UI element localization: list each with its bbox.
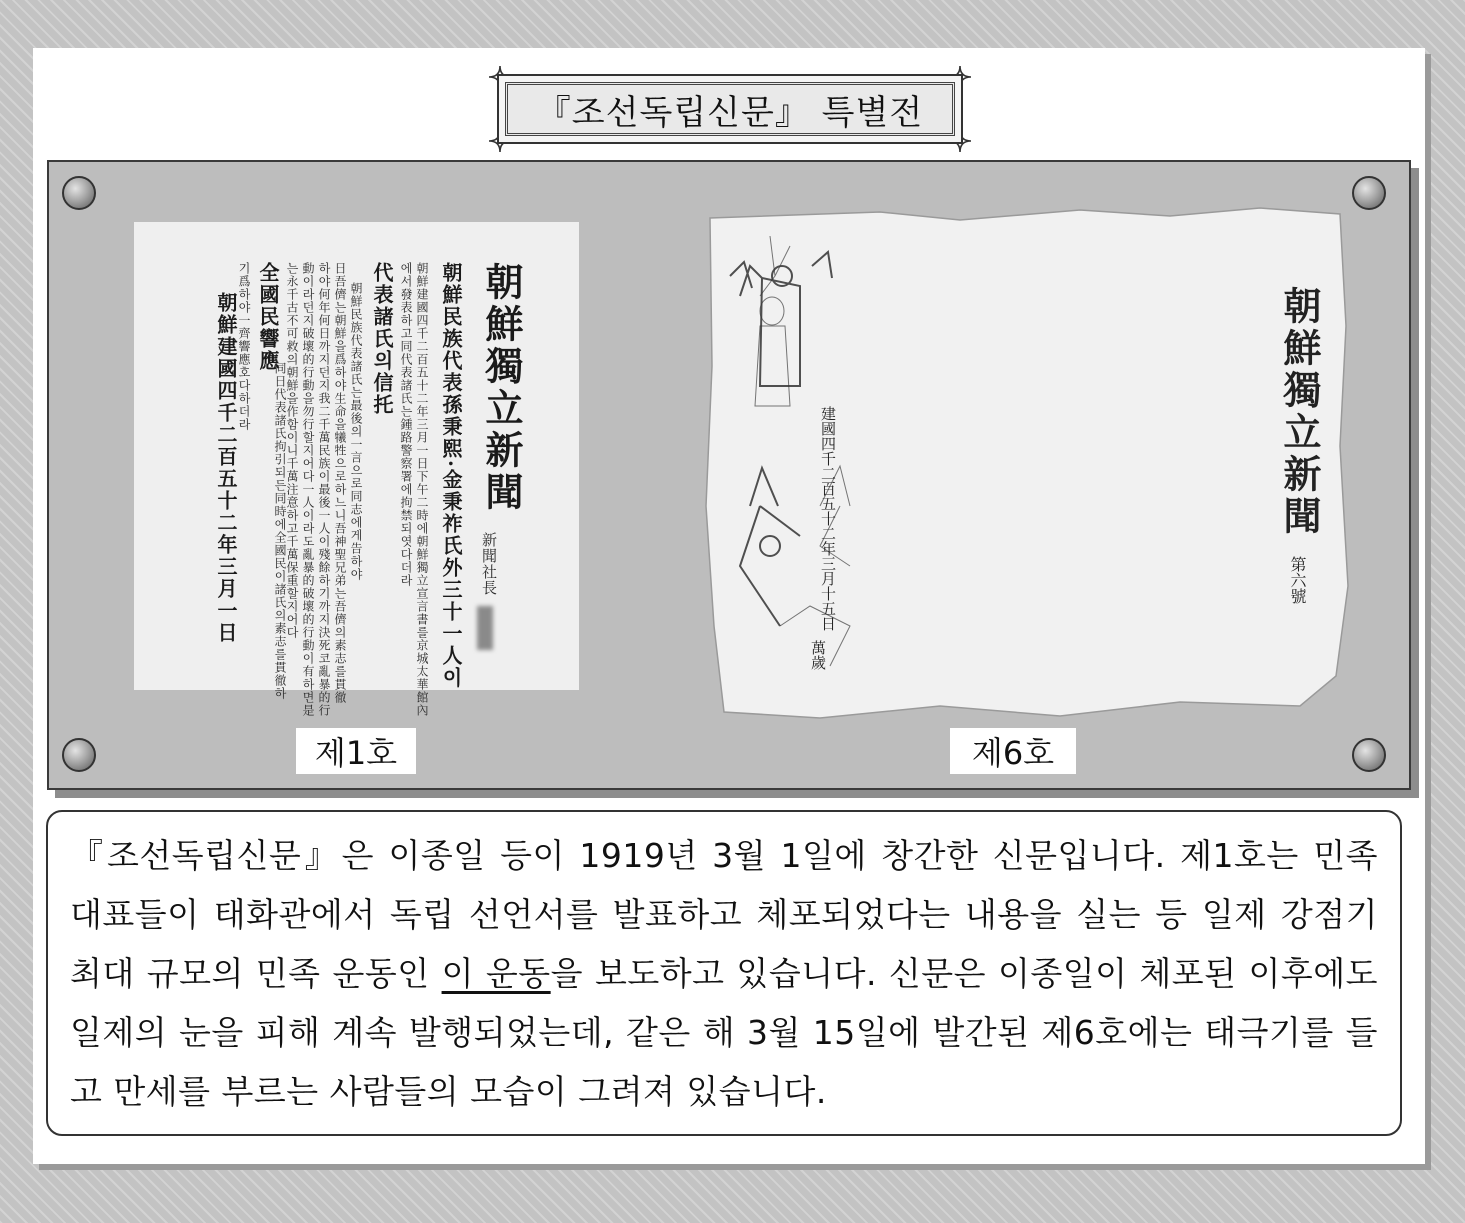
- issue1-subheadline: 全國民響應: [256, 262, 280, 372]
- title-frame-inner: [505, 82, 955, 136]
- bolt-icon: [62, 738, 96, 772]
- underlined-phrase: 이 운동: [441, 954, 551, 993]
- issue6-masthead: 朝鮮獨立新聞: [1277, 286, 1322, 538]
- issue1-body-line: 에서發表하고同代表諸氏는鍾路警察署에拘禁되엿다더라: [399, 262, 413, 587]
- issue-6-label: 제6호: [950, 728, 1076, 774]
- description-part-1: 『조선독립신문』은 이종일 등이 1919년 3월 1일에 창간한 신문입니다. 제1호는 민족 대표들이 태화관에서 독립 선언서를 발표하고 체포되었다는 내용을 실는 등 일제 강점기 최대 규모의 민족 운동인: [70, 836, 1378, 993]
- issue1-masthead: 朝鮮獨立新聞: [479, 262, 524, 514]
- issue1-date: 朝鮮建國四千二百五十二年三月一日: [214, 292, 238, 644]
- torn-paper-shape: [706, 208, 1348, 718]
- issue1-body-line: 日吾儕는朝鮮을爲하야生命을犧牲으로하느니吾神聖兄弟는吾儕의素志를貫徹: [333, 262, 347, 704]
- issue1-publisher: 新聞社長: [480, 532, 498, 596]
- issue6-signature: 萬歲: [809, 640, 827, 670]
- page-title: 『조선독립신문』 특별전: [536, 92, 924, 133]
- issue1-body-line: 動이라던지破壞的行動을勿行할지어다一人이라도亂暴的破壞的行動이有하면是: [301, 262, 315, 717]
- issue1-body-line: 는永千古不可救의朝鮮을作함이니千萬注意하고千萬保重할지어다: [285, 262, 299, 639]
- newspaper-issue-6-image: [700, 206, 1350, 726]
- description-part-2: 을 보도하고 있습니다. 신문은 이종일이 체포된 이후에도 일제의 눈을 피해 계속 발행되었는데, 같은 해 3월 15일에 발간된 제6호에는 태극기를 들고 만세를 부르는 사람들의 모습이 그려져 있습니다.: [70, 954, 1379, 1111]
- description-text: [70, 826, 1378, 1121]
- issue1-subheadline: 代表諸氏의信托: [370, 262, 394, 416]
- issue6-number: 第六號: [1288, 556, 1307, 604]
- issue6-date: 建國四千二百五十二年三月十五日: [819, 406, 837, 631]
- issue1-body-line: 朝鮮建國四千二百五十二年三月一日下午二時에朝鮮獨立宣言書를京城太華館內: [415, 262, 429, 717]
- issue1-body-line: 朝鮮民族代表諸氏는最後의一言으로同志에게告하야: [349, 282, 363, 581]
- bolt-icon: [62, 176, 96, 210]
- issue-1-label: 제1호: [296, 728, 416, 774]
- bolt-icon: [1352, 738, 1386, 772]
- issue1-headline: 朝鮮民族代表孫秉熙·金秉祚氏外三十一人이: [439, 262, 463, 689]
- issue1-body-line: 同日代表諸氏拘引되든同時에全國民이諸氏의素志를貫徹하: [273, 362, 287, 700]
- newspaper-issue-1-image: [134, 222, 579, 717]
- bolt-icon: [1352, 176, 1386, 210]
- description-box: [46, 810, 1402, 1136]
- issue1-body-line: 하야何年何日까지던지我二千萬民族이最後一人이殘餘하기까지決死코亂暴的行: [317, 262, 331, 717]
- title-frame: [497, 74, 963, 144]
- issue1-body-line: 기爲하야一齊響應호다하더라: [237, 262, 251, 431]
- blurred-name: [477, 606, 493, 650]
- title-plaque: [487, 64, 973, 154]
